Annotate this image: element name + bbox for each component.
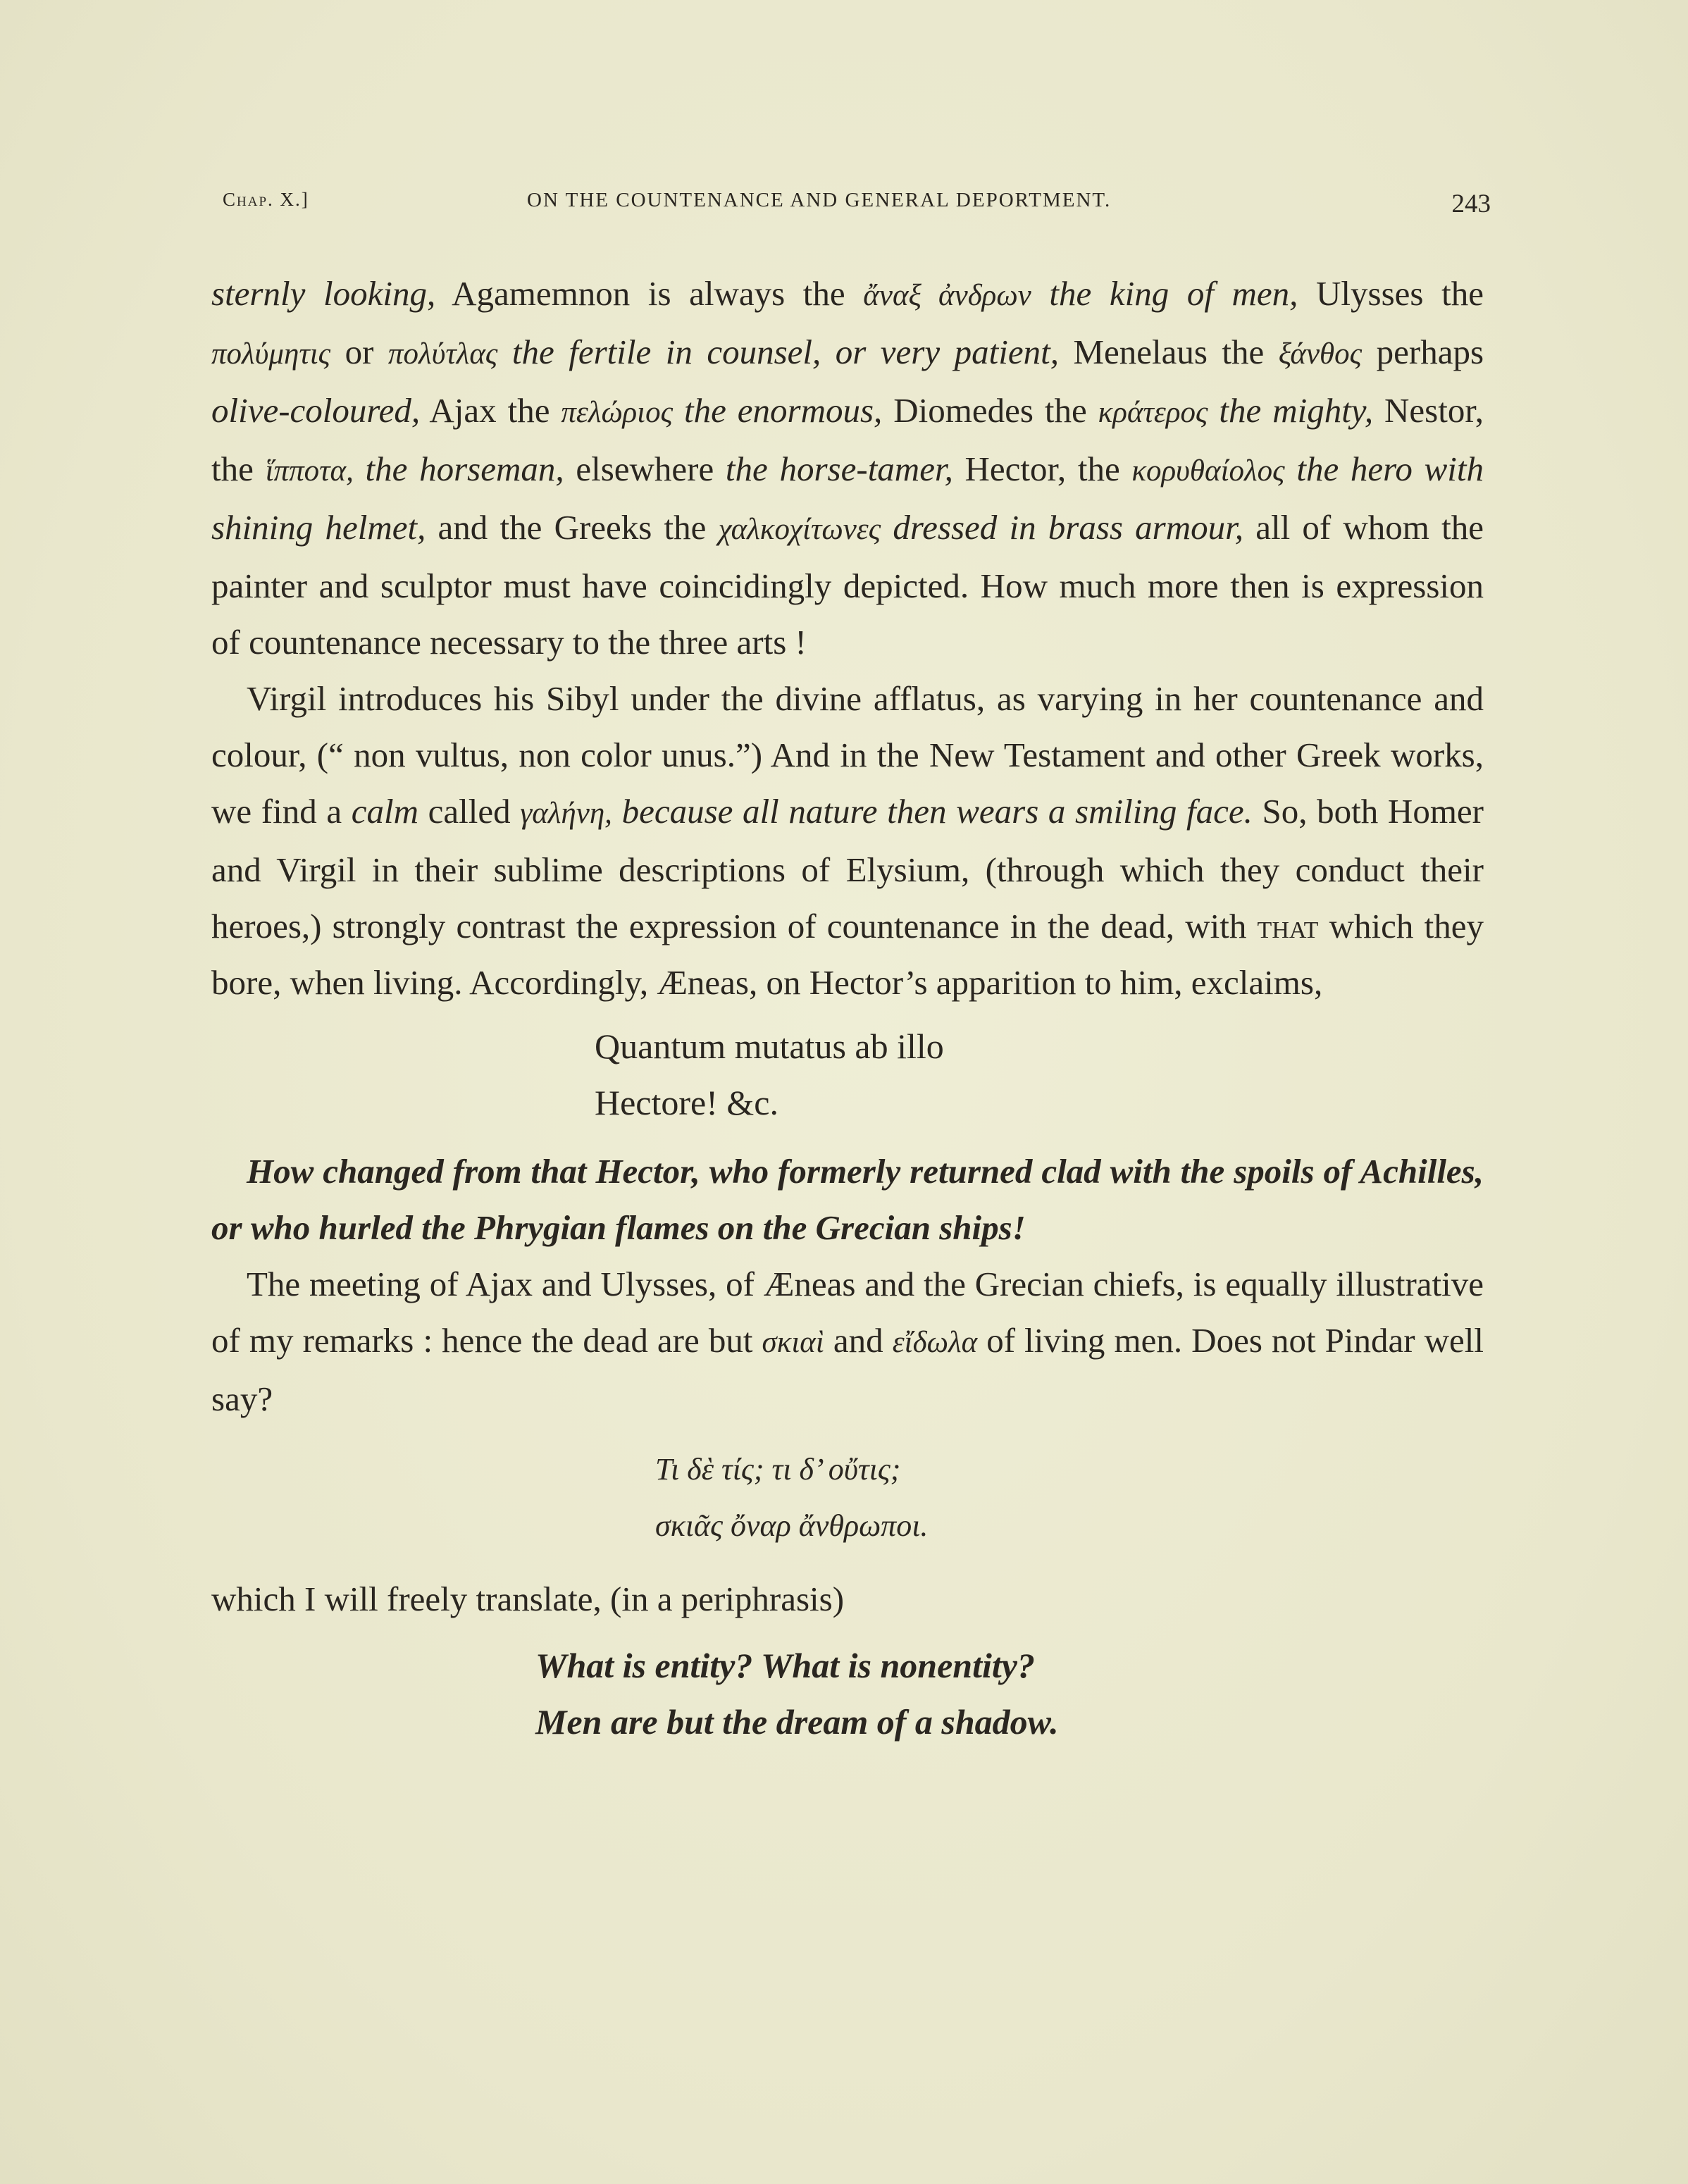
- latin-translation: How changed from that Hector, who formerly returned clad with the spoils of Achilles, or who hurled the Phrygian flames on the Grecian ships!: [211, 1152, 1484, 1247]
- verse-line: Τι δὲ τίς; τι δ’ οὔτις;: [655, 1452, 901, 1487]
- verse-line: What is entity? What is nonentity?: [535, 1646, 1035, 1685]
- paragraph-homeric-epithets: [211, 266, 1484, 671]
- paragraph-ajax-ulysses: [211, 1256, 1484, 1427]
- text-span: , Agamemnon is always the: [426, 274, 864, 313]
- text-span: and: [824, 1321, 893, 1360]
- text-span: The meeting of Ajax and Ulysses, of Æneas and the Grecian chiefs, is equally illustrative of my remarks : hence the dead are but: [211, 1265, 1484, 1360]
- text-span: of living men. Does not Pindar well say?: [211, 1321, 1484, 1418]
- text-span: the mighty,: [1208, 391, 1374, 430]
- text-span: the enormous,: [673, 391, 883, 430]
- text-span: Ulysses the: [1298, 274, 1484, 313]
- text-span: called: [418, 792, 521, 831]
- greek-word: πελώριος: [561, 396, 674, 429]
- text-span: all of whom the painter and sculptor must have coincidingly depicted. How much more then is expression of countenance necessary to the three arts !: [211, 508, 1484, 662]
- greek-word: ἄναξ ἀνδρων: [863, 279, 1031, 312]
- greek-word: σκιαὶ: [762, 1326, 824, 1359]
- verse-line: σκιᾶς ὄναρ ἄνθρωποι.: [655, 1508, 929, 1543]
- text-span: So, both Homer and Virgil in their sublime descriptions of Elysium, (through which they conduct their heroes,) strongly contrast the expression of countenance in the dead, with: [211, 792, 1484, 945]
- text-span: which they bore, when living. Accordingly, Æneas, on Hector’s apparition to him, exclaims,: [211, 907, 1484, 1002]
- verse-line: Hectore! &c.: [595, 1083, 778, 1122]
- greek-word: πολύμητις: [211, 337, 331, 371]
- text-span: the horse-tamer,: [725, 449, 953, 488]
- verse-line: Quantum mutatus ab illo: [595, 1026, 944, 1066]
- text-span: Ajax the: [420, 391, 561, 430]
- greek-word: ἵπποτα,: [265, 454, 354, 488]
- verse-line: Men are but the dream of a shadow.: [535, 1702, 1059, 1742]
- text-span: perhaps: [1362, 333, 1484, 371]
- small-caps-word: that: [1257, 907, 1319, 945]
- greek-word: εἴδωλα: [892, 1326, 978, 1359]
- text-span: Virgil introduces his Sibyl under the divine afflatus, as varying in her countenance and colour, (“ non vultus, non color unus.”) And in the New Testament and other Greek works, we find a: [211, 679, 1484, 831]
- greek-verse: [211, 1441, 1484, 1554]
- page-number: 243: [1451, 190, 1491, 218]
- text-span: or: [330, 333, 388, 371]
- running-title: ON THE COUNTENANCE AND GENERAL DEPORTMENT.: [527, 189, 1112, 211]
- text-span: the fertile in counsel, or very patient,: [497, 333, 1059, 371]
- text-span: Hector, the: [952, 449, 1132, 488]
- running-header: [223, 189, 1491, 224]
- body-text: [211, 266, 1484, 1750]
- greek-word: πολύτλας: [387, 337, 498, 371]
- text-span: calm: [351, 792, 419, 831]
- text-span: olive-coloured,: [211, 391, 421, 430]
- text-span: sternly looking: [211, 274, 427, 313]
- greek-word: ξάνθος: [1278, 337, 1363, 371]
- text-span: elsewhere: [564, 449, 726, 488]
- text-span: Menelaus the: [1058, 333, 1279, 371]
- english-verse: [211, 1637, 1484, 1750]
- text-span: Diomedes the: [882, 391, 1098, 430]
- text-span: Nestor, the: [211, 391, 1484, 488]
- greek-word: κράτερος: [1098, 396, 1208, 429]
- text-span: the hero with shining helmet,: [211, 449, 1484, 547]
- text-span: and the Greeks the: [426, 508, 719, 547]
- text-span: dressed in brass armour,: [881, 508, 1244, 547]
- paragraph-translate-intro: which I will freely translate, (in a periphrasis): [211, 1580, 845, 1618]
- latin-verse: [211, 1018, 1484, 1131]
- greek-word: γαλήνη,: [520, 797, 612, 830]
- chapter-label: Chap. X.]: [223, 189, 309, 210]
- greek-word: κορυθαίολος: [1131, 454, 1285, 488]
- text-span: the king of men,: [1031, 274, 1298, 313]
- text-span: the horseman,: [353, 449, 564, 488]
- text-span: because all nature then wears a smiling face.: [612, 792, 1253, 831]
- greek-word: χαλκοχίτωνες: [718, 513, 881, 546]
- paragraph-virgil-sibyl: [211, 671, 1484, 1011]
